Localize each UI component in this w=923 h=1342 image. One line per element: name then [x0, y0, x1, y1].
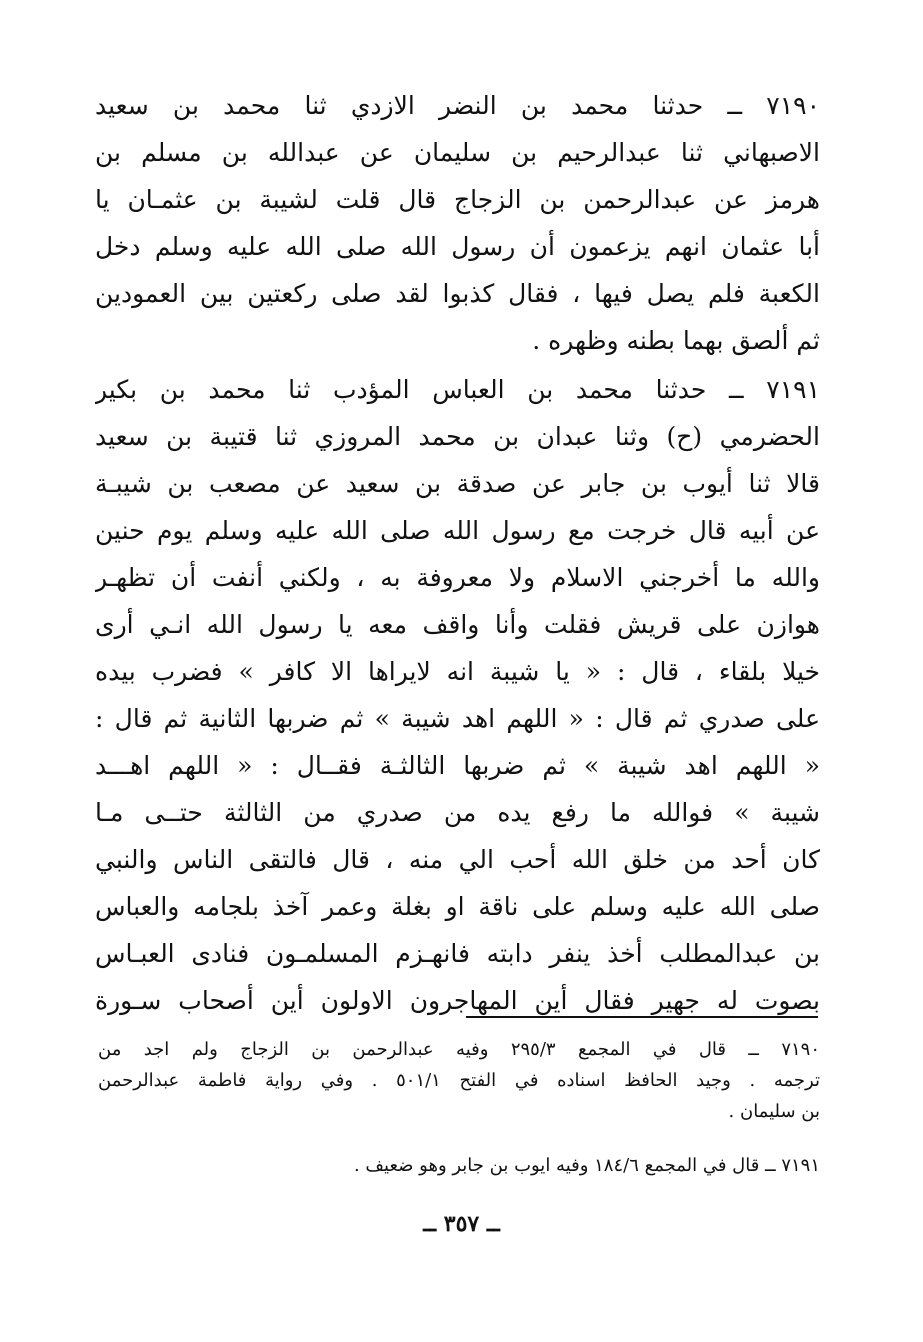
footnote-divider	[466, 1016, 818, 1018]
hadith-line: ٧١٩٠ ــ حدثنا محمد بن النضر الازدي ثنا محمد بن سعيد	[95, 91, 820, 120]
footnote-line: ٧١٩٠ ــ قال في المجمع ٢٩٥/٣ وفيه عبدالرحمن بن الزجاج ولم اجد من	[98, 1039, 820, 1060]
hadith-line: ٧١٩١ ــ حدثنا محمد بن العباس المؤدب ثنا محمد بن بكير	[95, 375, 820, 404]
footnote-7190	[98, 1034, 820, 1127]
hadith-line: أبا عثمان انهم يزعمون أن رسول الله صلى الله عليه وسلم دخل	[95, 232, 820, 261]
hadith-line: والله ما أخرجني الاسلام ولا معروفة به ، ولكني أنفت أن تظهـر	[95, 563, 820, 592]
hadith-line: خيلا بلقاء ، قال : « يا شيبة انه لايراها الا كافر » فضرب بيده	[95, 657, 820, 686]
hadith-7190	[95, 82, 820, 364]
hadith-line: شيبة » فوالله ما رفع يده من صدري من الثالثة حتــى مـا	[95, 798, 820, 827]
hadith-line: الاصبهاني ثنا عبدالرحيم بن سليمان عن عبدالله بن مسلم بن	[95, 138, 820, 167]
hadith-line: كان أحد من خلق الله أحب الي منه ، قال فالتقى الناس والنبي	[95, 845, 820, 874]
hadith-line: الكعبة فلم يصل فيها ، فقال كذبوا لقد صلى ركعتين بين العمودين	[95, 279, 820, 308]
hadith-line: قالا ثنا أيوب بن جابر عن صدقة بن سعيد عن مصعب بن شيبـة	[95, 469, 820, 498]
hadith-line: عن أبيه قال خرجت مع رسول الله صلى الله عليه وسلم يوم حنين	[95, 516, 820, 545]
page-number: ــ ٣٥٧ ــ	[423, 1211, 500, 1237]
hadith-line: هرمز عن عبدالرحمن بن الزجاج قال قلت لشيبة بن عثمـان يا	[95, 185, 820, 214]
hadith-line: بن عبدالمطلب أخذ ينفر دابته فانهـزم المسلمـون فنادى العبـاس	[95, 939, 820, 968]
footnote-line: بن سليمان .	[728, 1101, 820, 1122]
footnote-line: ٧١٩١ ــ قال في المجمع ١٨٤/٦ وفيه ايوب بن جابر وهو ضعيف .	[353, 1155, 820, 1176]
hadith-7191	[95, 366, 820, 1024]
hadith-line: بصوت له جهير فقال أين المهاجرون الاولون أين أصحاب سـورة	[95, 986, 820, 1015]
hadith-line: الحضرمي (ح) وثنا عبدان بن محمد المروزي ثنا قتيبة بن سعيد	[95, 422, 820, 451]
footnote-7191	[98, 1150, 820, 1181]
hadith-line: هوازن على قريش فقلت وأنا واقف معه يا رسول الله انـي أرى	[95, 610, 820, 639]
hadith-line: صلى الله عليه وسلم على ناقة او بغلة وعمر آخذ بلجامه والعباس	[95, 892, 820, 921]
footnote-line: ترجمه . وجيد الحافظ اسناده في الفتح ٥٠١/١ . وفي رواية فاطمة عبدالرحمن	[98, 1070, 820, 1091]
hadith-line: « اللهم اهد شيبة » ثم ضربها الثالثـة فقــال : « اللهم اهـــد	[95, 751, 820, 780]
hadith-line: ثم ألصق بهما بطنه وظهره .	[532, 326, 820, 355]
hadith-line: على صدري ثم قال : « اللهم اهد شيبة » ثم ضربها الثانية ثم قال :	[95, 704, 820, 733]
